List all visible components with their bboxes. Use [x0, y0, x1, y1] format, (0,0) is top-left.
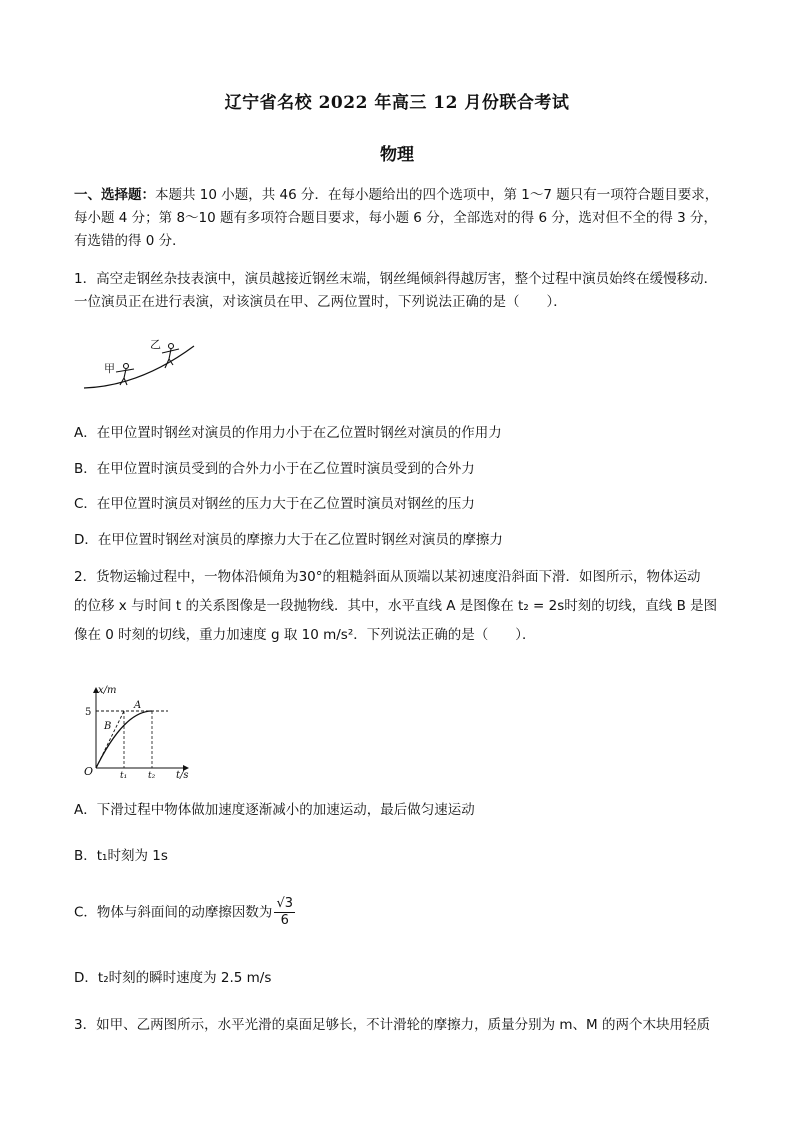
y-axis-label: x/m [98, 685, 117, 696]
parabola-curve [96, 711, 152, 768]
fraction-denominator: 6 [280, 913, 289, 928]
label-line-b: B [104, 721, 112, 732]
section-label: 一、选择题： [74, 187, 155, 203]
q2-displacement-time-graph [76, 680, 206, 780]
section-instructions [74, 184, 729, 253]
label-jia: 甲 [104, 362, 115, 375]
question-2-stem [74, 566, 729, 647]
q2-option-b: B．t₁时刻为 1s [74, 848, 168, 864]
label-yi: 乙 [150, 338, 161, 351]
tightrope-wire [84, 346, 194, 388]
question-1-stem: 1．高空走钢丝杂技表演中，演员越接近钢丝末端，钢丝绳倾斜得越厉害，整个过程中演员始终在缓慢移动．一位演员正在进行表演，对该演员在甲、乙两位置时，下列说法正确的是（ ）． [74, 271, 718, 310]
q1-option-b: B．在甲位置时演员受到的合外力小于在乙位置时演员受到的合外力 [74, 461, 475, 477]
q2-option-a: A．下滑过程中物体做加速度逐渐减小的加速运动，最后做匀速运动 [74, 802, 475, 818]
fraction-numerator: √3 [276, 896, 293, 911]
x-axis-label: t/s [176, 770, 189, 780]
q2-stem-line-2: 的位移 x 与时间 t 的关系图像是一段抛物线．其中，水平直线 A 是图像在 t₂ = 2s时刻的切线，直线 B 是图 [74, 598, 718, 614]
q1-option-d: D．在甲位置时钢丝对演员的摩擦力大于在乙位置时钢丝对演员的摩擦力 [74, 532, 503, 548]
fraction-root3-over-6 [274, 896, 295, 929]
x-tick-t1: t₁ [120, 771, 128, 780]
q1-option-c: C．在甲位置时演员对钢丝的压力大于在乙位置时演员对钢丝的压力 [74, 496, 475, 512]
origin-label: O [84, 765, 94, 778]
q2-option-c [74, 896, 729, 929]
y-tick-5: 5 [85, 707, 92, 718]
exam-title: 辽宁省名校 2022 年高三 12 月份联合考试 [224, 93, 570, 113]
q2-option-c-text: C．物体与斜面间的动摩擦因数为 [74, 904, 273, 921]
x-tick-t2: t₂ [148, 771, 156, 780]
label-line-a: A [134, 700, 142, 711]
subject-title: 物理 [380, 145, 414, 165]
q2-stem-line-1: 2．货物运输过程中，一物体沿倾角为30°的粗糙斜面从顶端以某初速度沿斜面下滑．如图所示，物体运动 [74, 569, 701, 585]
q2-option-d: D．t₂时刻的瞬时速度为 2.5 m/s [74, 970, 272, 986]
q1-tightrope-figure [80, 336, 200, 398]
question-3-stem: 3．如甲、乙两图所示，水平光滑的桌面足够长，不计滑轮的摩擦力，质量分别为 m、M 的两个木块用轻质 [74, 1017, 710, 1033]
section-text: 本题共 10 小题，共 46 分．在每小题给出的四个选项中，第 1～7 题只有一项符合题目要求，每小题 4 分；第 8～10 题有多项符合题目要求，每小题 6 分，全部选对的得 6 分，选对但不全的得 3 分，有选错的得 0 分． [74, 187, 719, 249]
q2-stem-line-3: 像在 0 时刻的切线，重力加速度 g 取 10 m/s²．下列说法正确的是（ ）． [74, 627, 536, 643]
q1-option-a: A．在甲位置时钢丝对演员的作用力小于在乙位置时钢丝对演员的作用力 [74, 425, 502, 441]
